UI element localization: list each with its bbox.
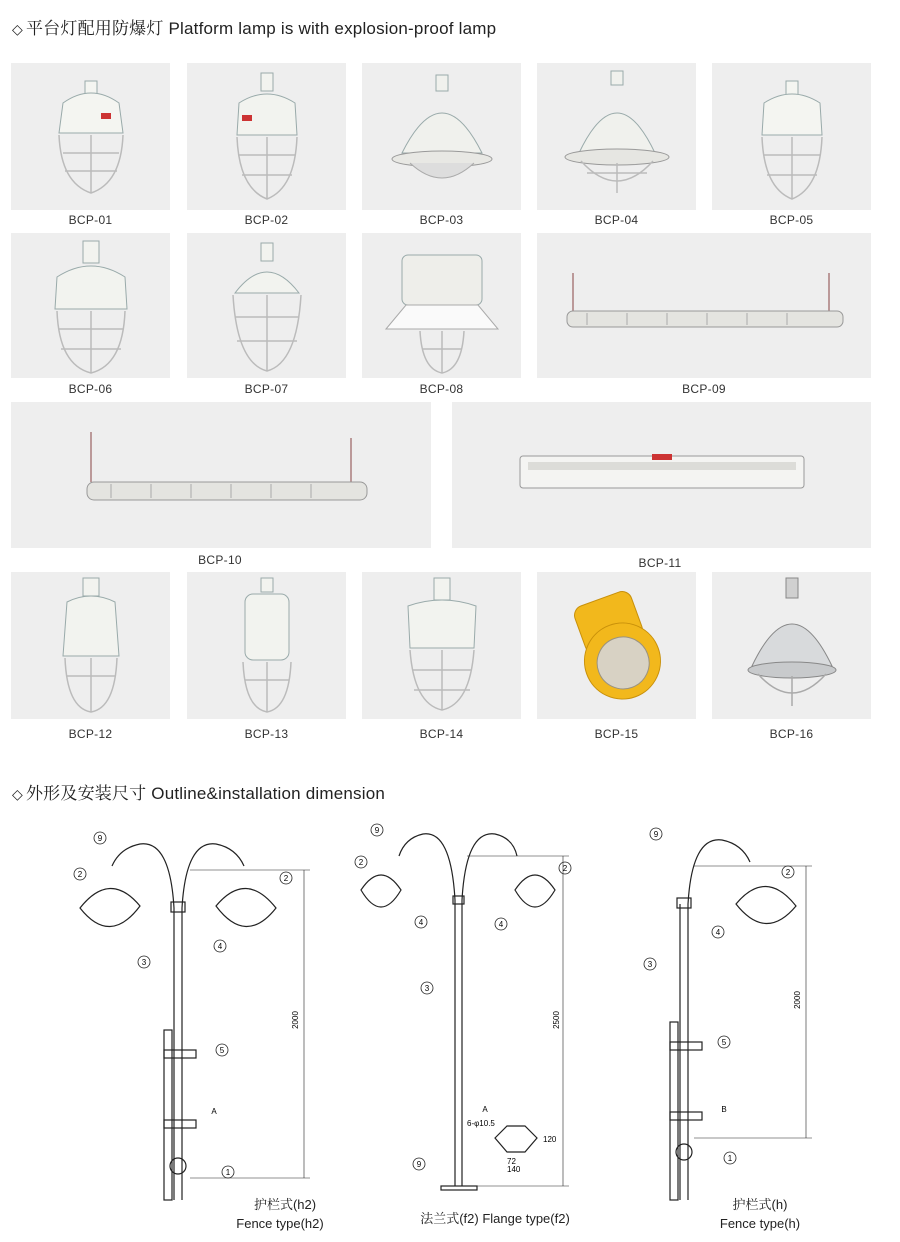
flange-bottom: 140: [507, 1165, 521, 1174]
diagram-caption-cn: 护栏式(h2): [253, 1197, 317, 1212]
diagram-fence-h: [630, 820, 870, 1240]
product-code: BCP-13: [244, 727, 289, 741]
callout-label: 4: [217, 942, 223, 951]
product-image-bcp-06: [11, 233, 170, 378]
product-code: BCP-05: [769, 213, 814, 227]
diagram-caption-en: Fence type(h): [719, 1216, 801, 1231]
view-label: A: [211, 1107, 217, 1116]
product-code: BCP-14: [419, 727, 464, 741]
product-code: BCP-12: [68, 727, 113, 741]
product-image-bcp-05: [712, 63, 871, 210]
callout-label: 9: [653, 830, 659, 839]
diagram-flange-f2: [345, 820, 615, 1240]
product-code: BCP-16: [769, 727, 814, 741]
callout-label: 3: [424, 984, 430, 993]
view-label: A: [482, 1105, 488, 1114]
callout-label: 5: [219, 1046, 225, 1055]
product-image-bcp-07: [187, 233, 346, 378]
callout-label: 3: [647, 960, 653, 969]
callout-label: 2: [358, 858, 364, 867]
callout-label: 1: [225, 1168, 231, 1177]
diagram-caption-cn: 护栏式(h): [732, 1197, 788, 1212]
callout-label: 1: [727, 1154, 733, 1163]
callout-label: 5: [721, 1038, 727, 1047]
diamond-icon: ◇: [12, 21, 23, 37]
section-title-platform-lamps: [12, 14, 496, 39]
product-image-bcp-16: [712, 572, 871, 719]
callout-label: 9: [97, 834, 103, 843]
diagram-fence-h-drawing: [630, 820, 870, 1240]
callout-label: 2: [785, 868, 791, 877]
product-code: BCP-10: [198, 553, 242, 567]
product-code: BCP-02: [244, 213, 289, 227]
callout-label: 9: [416, 1160, 422, 1169]
flange-inner: 72: [507, 1157, 516, 1166]
product-code: BCP-06: [68, 382, 113, 396]
diagram-caption-en: Flange type(f2): [482, 1211, 570, 1226]
product-code: BCP-09: [682, 382, 726, 396]
product-code: BCP-15: [594, 727, 639, 741]
product-image-bcp-01: [11, 63, 170, 210]
section-title-text: 外形及安装尺寸 Outline&installation dimension: [25, 784, 386, 803]
diagram-flange-f2-drawing: [345, 820, 615, 1240]
diamond-icon: ◇: [12, 786, 23, 802]
height-dimension: 2000: [291, 1011, 300, 1029]
callout-label: 4: [498, 920, 504, 929]
product-image-bcp-14: [362, 572, 521, 719]
product-image-bcp-15: [537, 572, 696, 719]
product-image-bcp-09: [537, 233, 871, 378]
callout-label: 9: [374, 826, 380, 835]
product-code: BCP-04: [594, 213, 639, 227]
product-image-bcp-12: [11, 572, 170, 719]
height-dimension: 2500: [552, 1011, 561, 1029]
callout-label: 4: [715, 928, 721, 937]
flange-side: 120: [543, 1135, 557, 1144]
product-code: BCP-07: [244, 382, 289, 396]
product-image-bcp-02: [187, 63, 346, 210]
product-image-bcp-13: [187, 572, 346, 719]
diagram-fence-h2-drawing: [60, 820, 340, 1240]
product-code: BCP-08: [419, 382, 464, 396]
product-image-bcp-11: [452, 402, 871, 548]
diagram-fence-h2: [60, 820, 340, 1240]
product-image-bcp-04: [537, 63, 696, 210]
callout-label: 2: [562, 864, 568, 873]
callout-label: 2: [77, 870, 83, 879]
height-dimension: 2000: [793, 991, 802, 1009]
diagram-caption-en: Fence type(h2): [236, 1216, 324, 1231]
product-code: BCP-11: [638, 556, 682, 570]
callout-label: 2: [283, 874, 289, 883]
view-label: B: [721, 1105, 727, 1114]
product-image-bcp-03: [362, 63, 521, 210]
section-title-outline-dimension: [12, 779, 385, 804]
product-code: BCP-03: [419, 213, 464, 227]
diagram-caption-cn: 法兰式(f2): [420, 1211, 479, 1226]
product-image-bcp-10: [11, 402, 431, 548]
diagram-caption: [385, 1208, 605, 1227]
callout-label: 4: [418, 918, 424, 927]
product-code: BCP-01: [68, 213, 113, 227]
callout-label: 3: [141, 958, 147, 967]
flange-holes: 6-φ10.5: [467, 1119, 495, 1128]
product-image-bcp-08: [362, 233, 521, 378]
section-title-text: 平台灯配用防爆灯 Platform lamp is with explosion-proof lamp: [25, 19, 497, 38]
